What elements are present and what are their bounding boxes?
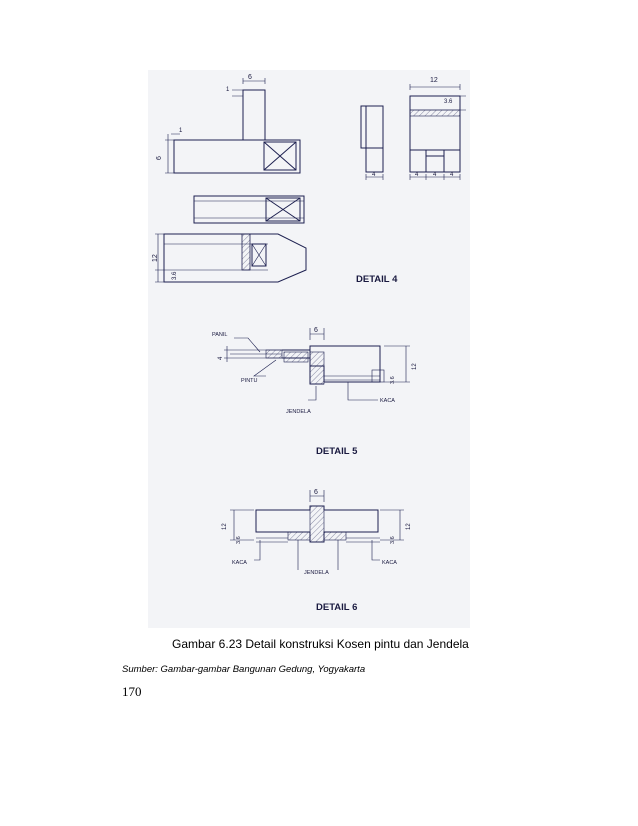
callout-label: JENDELA [286,409,311,415]
dim-label: 3.6 [172,271,178,280]
dim-label: 4 [218,356,224,360]
detail-6-drawing [222,489,412,613]
dim-label: 12 [222,523,228,530]
figure-caption: Gambar 6.23 Detail konstruksi Kosen pintu dan Jendela [172,637,469,651]
detail-4-title: DETAIL 4 [356,274,398,285]
figure-source: Sumber: Gambar-gambar Bangunan Gedung, Yogyakarta [122,664,366,675]
callout-label: KACA [380,398,395,404]
dim-label: 3.6 [390,536,396,544]
detail-4-drawing [152,74,466,285]
dim-label: 3.6 [390,376,396,384]
dim-label: 12 [412,363,418,370]
page-number: 170 [122,684,142,699]
dim-label: 6 [156,156,163,160]
detail-6-title: DETAIL 6 [316,602,358,613]
detail-5-drawing [212,327,418,457]
dim-label: 4 [415,172,419,178]
dim-label: 6 [314,489,318,496]
callout-label: KACA [232,560,247,566]
callout-label: PANIL [212,332,228,338]
dim-label: 1 [226,87,230,93]
callout-label: JENDELA [304,570,329,576]
dim-label: 12 [406,523,412,530]
callout-label: PINTU [241,378,258,384]
dim-label: 1 [179,128,183,134]
dim-label: 12 [152,254,159,262]
dim-label: 4 [433,172,437,178]
kosen-detail-drawing [148,70,470,628]
detail-5-title: DETAIL 5 [316,446,358,457]
technical-drawing-figure [148,70,470,628]
dim-label: 4 [450,172,454,178]
callout-label: KACA [382,560,397,566]
dim-label: 3.6 [236,536,242,544]
dim-label: 6 [314,327,318,334]
dim-label: 12 [430,77,438,84]
dim-label: 3.6 [444,99,453,105]
dim-label: 6 [248,74,252,81]
dim-label: 4 [372,172,376,178]
